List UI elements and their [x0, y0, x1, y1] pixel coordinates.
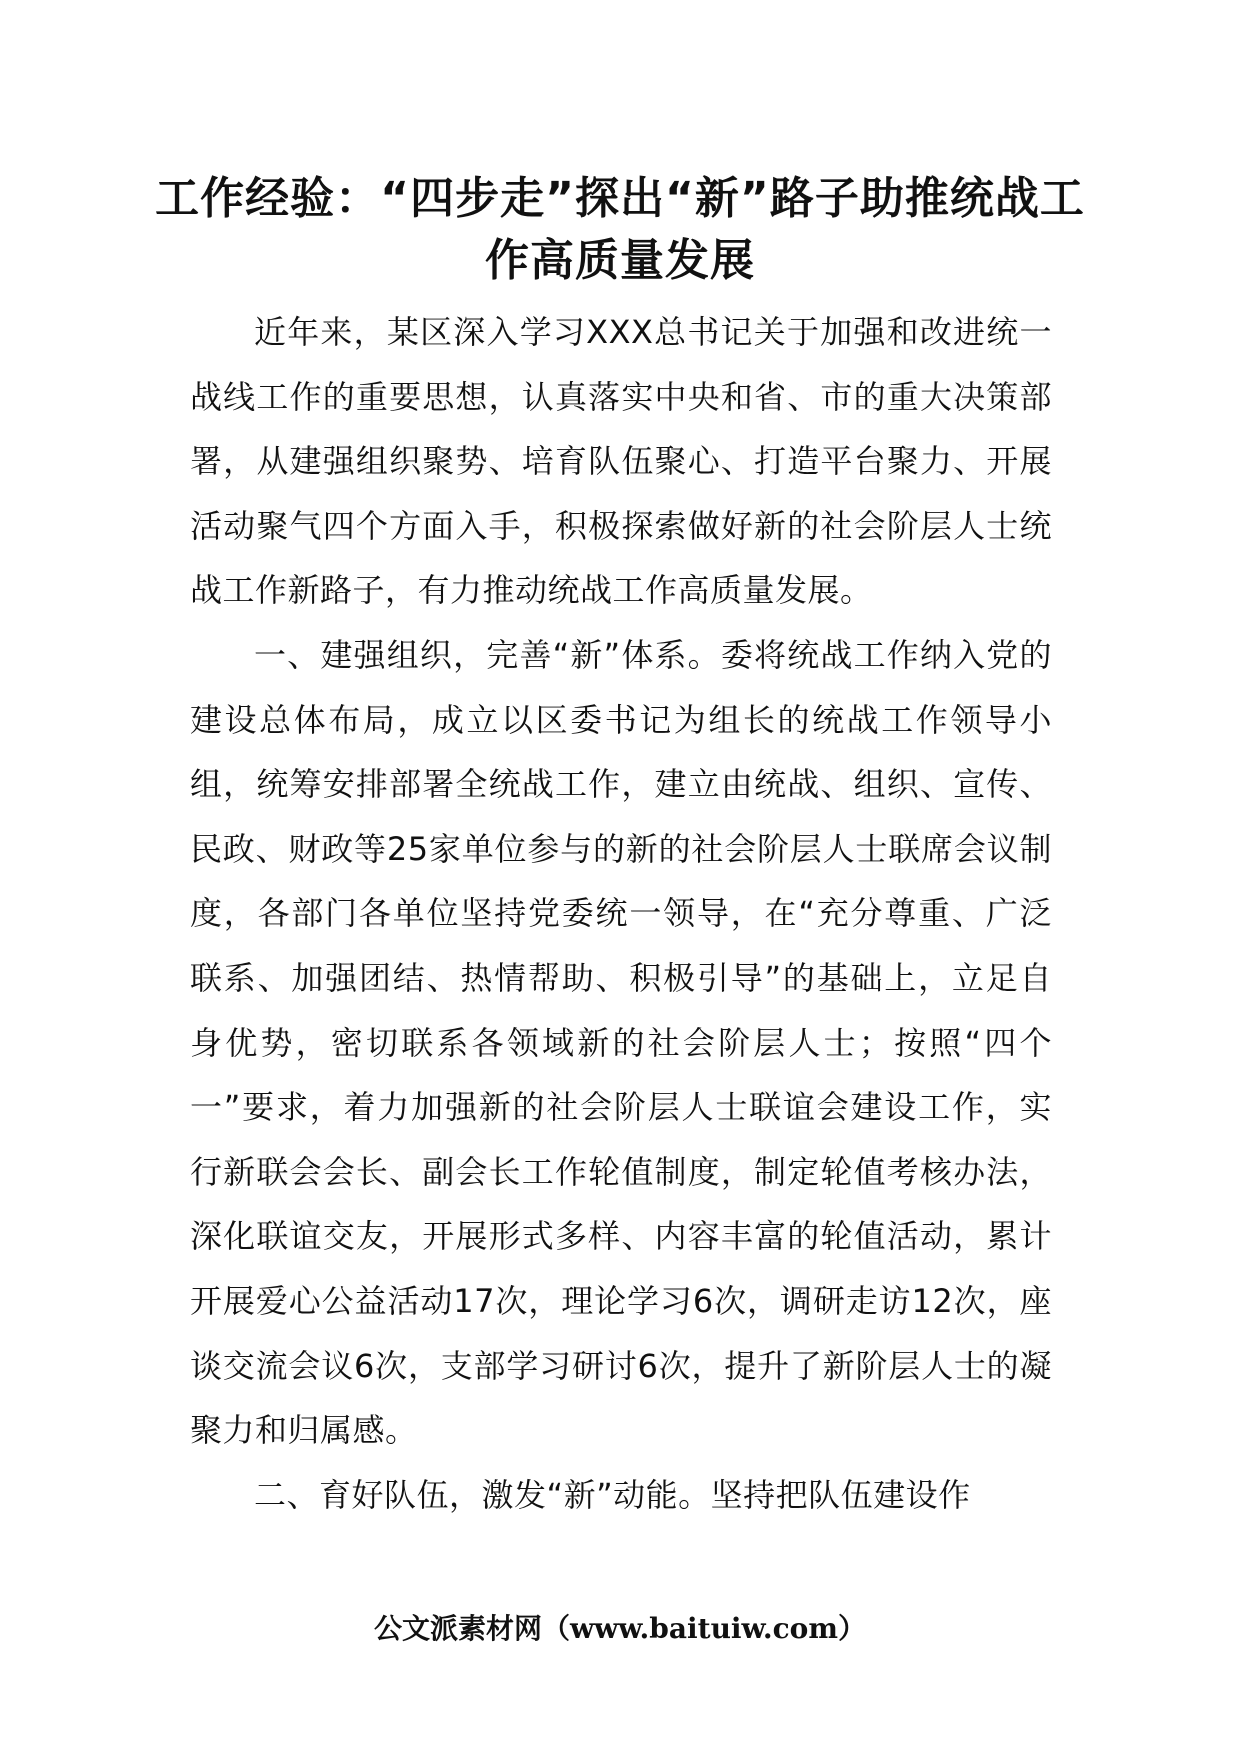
paragraph-intro — [190, 300, 1052, 623]
document-body — [190, 300, 1052, 1527]
paragraph-text: 坚持把队伍建设作 — [710, 1475, 971, 1514]
document-title: 工作经验：“四步走”探出“新”路子助推统战工作高质量发展 — [155, 173, 1085, 286]
paragraph-section-1 — [190, 623, 1052, 1463]
footer-source: 公文派素材网（www.baituiw.com） — [374, 1612, 866, 1645]
paragraph-text: 委将统战工作纳入党的建设总体布局，成立以区委书记为组长的统战工作领导小组，统筹安排部署全统战工作，建立由统战、组织、宣传、民政、财政等25家单位参与的新的社会阶层人士联席会议制度，各部门各单位坚持党委统一领导，在“充分尊重、广泛联系、加强团结、热情帮助、积极引导”的基础上，立足自身优势，密切联系各领域新的社会阶层人士；按照“四个一”要求，着力加强新的社会阶层人士联谊会建设工作，实行新联会会长、副会长工作轮值制度，制定轮值考核办法，深化联谊交友，开展形式多样、内容丰富的轮值活动，累计开展爱心公益活动17次，理论学习6次，调研走访12次，座谈交流会议6次，支部学习研讨6次，提升了新阶层人士的凝聚力和归属感。 — [190, 635, 1052, 1450]
paragraph-section-2 — [190, 1463, 1052, 1528]
section-heading: 二、育好队伍，激发“新”动能。 — [254, 1475, 711, 1514]
section-heading: 一、建强组织，完善“新”体系。 — [254, 635, 721, 674]
paragraph-text: 近年来，某区深入学习XXX总书记关于加强和改进统一战线工作的重要思想，认真落实中央和省、市的重大决策部署，从建强组织聚势、培育队伍聚心、打造平台聚力、开展活动聚气四个方面入手，积极探索做好新的社会阶层人士统战工作新路子，有力推动统战工作高质量发展。 — [190, 313, 1052, 610]
